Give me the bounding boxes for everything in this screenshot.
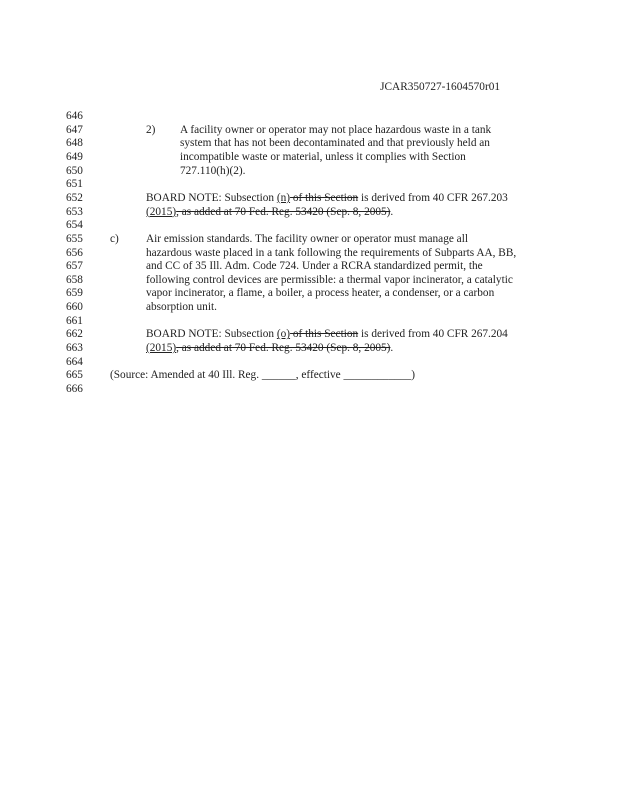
deleted-text: , as added at 70 Fed. Reg. 53420 (Sep. 8, 2005) bbox=[176, 342, 391, 355]
text-line bbox=[146, 205, 393, 219]
text-line bbox=[146, 341, 393, 355]
text-segment: . bbox=[390, 342, 394, 355]
inserted-text: (2015) bbox=[146, 342, 177, 355]
deleted-text: , as added at 70 Fed. Reg. 53420 (Sep. 8, 2005) bbox=[176, 205, 391, 218]
line-number: 649 bbox=[66, 150, 83, 163]
text-line bbox=[180, 164, 245, 178]
line-number: 662 bbox=[66, 328, 83, 341]
line-number: 659 bbox=[66, 287, 83, 300]
document-id-header: JCAR350727-1604570r01 bbox=[380, 81, 500, 93]
text-segment: Air emission standards. The facility owner or operator must manage all bbox=[146, 232, 468, 245]
inserted-text: (n) bbox=[276, 191, 291, 204]
line-number: 653 bbox=[66, 205, 83, 218]
text-line bbox=[146, 232, 468, 246]
text-segment: BOARD NOTE: Subsection bbox=[146, 328, 277, 341]
text-line bbox=[146, 300, 217, 314]
text-line bbox=[146, 246, 516, 260]
line-number: 651 bbox=[66, 178, 83, 191]
line-number: 650 bbox=[66, 164, 83, 177]
line-number: 647 bbox=[66, 123, 83, 136]
text-line bbox=[180, 150, 466, 164]
line-number: 665 bbox=[66, 369, 83, 382]
text-segment: 727.110(h)(2). bbox=[180, 164, 246, 177]
text-line bbox=[146, 191, 508, 205]
line-number: 658 bbox=[66, 273, 83, 286]
text-segment: and CC of 35 Ill. Adm. Code 724. Under a RCRA standardized permit, the bbox=[146, 260, 483, 273]
text-line bbox=[180, 136, 490, 150]
line-number: 654 bbox=[66, 219, 83, 232]
inserted-text: (o) bbox=[276, 328, 291, 341]
line-number: 666 bbox=[66, 383, 83, 395]
line-number: 646 bbox=[66, 110, 83, 122]
text-segment: following control devices are permissible: a thermal vapor incinerator, a catalytic bbox=[146, 273, 513, 286]
line-number: 648 bbox=[66, 137, 83, 150]
text-segment: system that has not been decontaminated and that previously held an bbox=[180, 137, 490, 150]
text-line bbox=[146, 259, 483, 273]
line-number: 661 bbox=[66, 314, 83, 327]
text-segment: absorption unit. bbox=[146, 301, 217, 314]
text-line bbox=[180, 123, 491, 137]
line-number: 652 bbox=[66, 191, 83, 204]
line-number: 655 bbox=[66, 232, 83, 245]
text-segment: is derived from 40 CFR 267.203 bbox=[358, 191, 508, 204]
text-segment: BOARD NOTE: Subsection bbox=[146, 191, 277, 204]
text-line bbox=[146, 273, 513, 287]
text-segment: . bbox=[390, 205, 394, 218]
line-number: 660 bbox=[66, 301, 83, 314]
subsection-label: 2) bbox=[146, 123, 156, 136]
text-segment: hazardous waste placed in a tank following the requirements of Subparts AA, BB, bbox=[146, 246, 517, 259]
inserted-text: (2015) bbox=[146, 205, 177, 218]
text-segment: (Source: Amended at 40 Ill. Reg. ______, effective ____________) bbox=[110, 369, 416, 382]
text-line bbox=[146, 327, 508, 341]
line-number: 656 bbox=[66, 246, 83, 259]
text-segment: is derived from 40 CFR 267.204 bbox=[358, 328, 508, 341]
line-number: 663 bbox=[66, 342, 83, 355]
text-segment: A facility owner or operator may not place hazardous waste in a tank bbox=[180, 123, 492, 136]
line-number: 664 bbox=[66, 355, 83, 368]
text-segment: vapor incinerator, a flame, a boiler, a process heater, a condenser, or a carbon bbox=[146, 287, 495, 300]
text-line bbox=[146, 286, 494, 300]
text-segment: incompatible waste or material, unless it complies with Section bbox=[180, 150, 466, 163]
deleted-text: of this Section bbox=[290, 191, 359, 204]
deleted-text: of this Section bbox=[290, 328, 359, 341]
subsection-label: c) bbox=[110, 232, 119, 245]
line-number: 657 bbox=[66, 260, 83, 273]
text-line bbox=[110, 368, 415, 382]
